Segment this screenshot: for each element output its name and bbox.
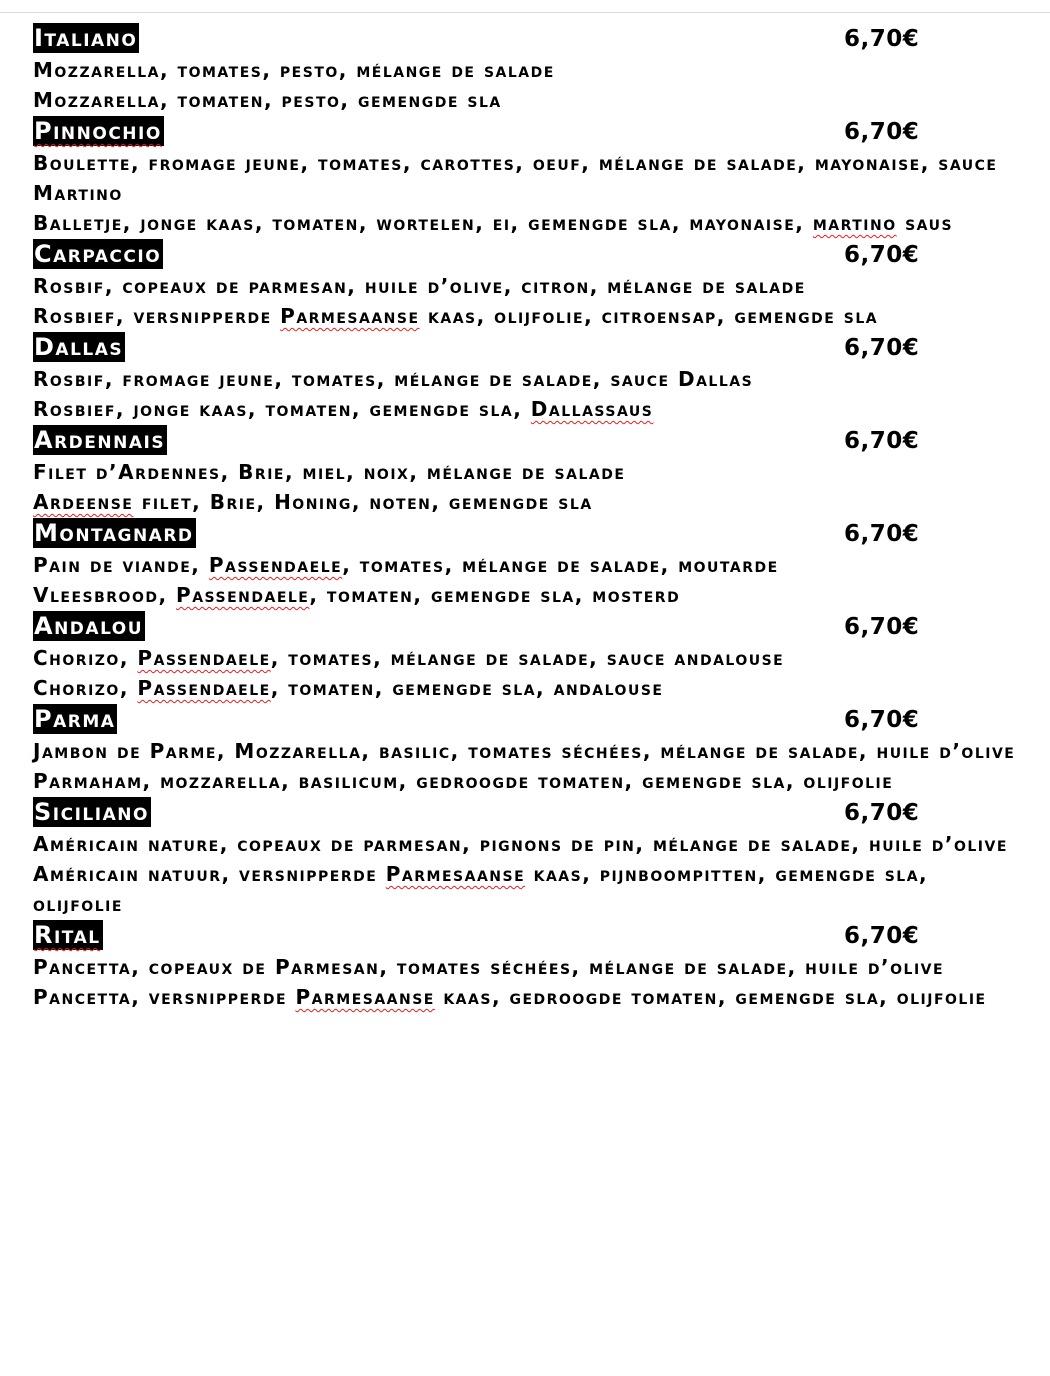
menu-item-ardennais — [33, 424, 1033, 517]
item-name: Carpaccio — [34, 240, 162, 268]
description-nl: Chorizo, Passendaele, tomaten, gemengde sla, andalouse — [33, 676, 664, 700]
item-price: 6,70€ — [844, 119, 920, 145]
item-name: Siciliano — [34, 798, 149, 826]
menu-item-dallas — [33, 331, 1033, 424]
sandwich-menu — [33, 22, 1033, 1012]
menu-item-pinnochio — [33, 115, 1033, 238]
description-fr: Jambon de Parme, Mozzarella, basilic, tomates séchées, mélange de salade, huile d’olive — [33, 739, 1016, 763]
description-fr: Chorizo, Passendaele, tomates, mélange de salade, sauce andalouse — [33, 646, 785, 670]
description-fr: Pancetta, copeaux de Parmesan, tomates séchées, mélange de salade, huile d’olive — [33, 955, 945, 979]
item-price: 6,70€ — [844, 521, 920, 547]
description-fr: Mozzarella, tomates, pesto, mélange de salade — [33, 58, 555, 82]
description-nl: Mozzarella, tomaten, pesto, gemengde sla — [33, 88, 502, 112]
description-nl: Ardeense filet, Brie, Honing, noten, gemengde sla — [33, 490, 593, 514]
menu-item-carpaccio — [33, 238, 1033, 331]
item-price: 6,70€ — [844, 242, 920, 268]
item-name: Pinnochio — [34, 117, 162, 145]
item-price: 6,70€ — [844, 26, 920, 52]
description-fr: Américain nature, copeaux de parmesan, pignons de pin, mélange de salade, huile d’olive — [33, 832, 1008, 856]
item-price: 6,70€ — [844, 428, 920, 454]
menu-item-rital — [33, 919, 1033, 1012]
description-nl: Vleesbrood, Passendaele, tomaten, gemengde sla, mosterd — [33, 583, 681, 607]
description-nl: Rosbief, jonge kaas, tomaten, gemengde sla, Dallassaus — [33, 397, 654, 421]
item-name: Andalou — [34, 612, 144, 640]
description-fr: Rosbif, copeaux de parmesan, huile d’olive, citron, mélange de salade — [33, 274, 806, 298]
description-nl: Rosbief, versnipperde Parmesaanse kaas, olijfolie, citroensap, gemengde sla — [33, 304, 879, 328]
item-name: Italiano — [34, 24, 138, 52]
menu-item-parma — [33, 703, 1033, 796]
item-price: 6,70€ — [844, 614, 920, 640]
menu-item-andalou — [33, 610, 1033, 703]
item-name: Rital — [34, 921, 101, 949]
item-name: Dallas — [34, 333, 124, 361]
item-price: 6,70€ — [844, 800, 920, 826]
menu-item-montagnard — [33, 517, 1033, 610]
description-nl: Parmaham, mozzarella, basilicum, gedroogde tomaten, gemengde sla, olijfolie — [33, 769, 894, 793]
item-price: 6,70€ — [844, 707, 920, 733]
top-divider — [0, 12, 1050, 13]
description-fr: Pain de viande, Passendaele, tomates, mélange de salade, moutarde — [33, 553, 779, 577]
item-price: 6,70€ — [844, 923, 920, 949]
description-nl: Balletje, jonge kaas, tomaten, wortelen, ei, gemengde sla, mayonaise, martino saus — [33, 211, 954, 235]
item-name: Montagnard — [34, 519, 194, 547]
description-fr: Filet d’Ardennes, Brie, miel, noix, mélange de salade — [33, 460, 626, 484]
item-price: 6,70€ — [844, 335, 920, 361]
item-name: Ardennais — [34, 426, 166, 454]
description-nl: Pancetta, versnipperde Parmesaanse kaas, gedroogde tomaten, gemengde sla, olijfolie — [33, 985, 987, 1009]
menu-item-italiano — [33, 22, 1033, 115]
item-name: Parma — [34, 705, 116, 733]
menu-item-siciliano — [33, 796, 1033, 919]
description-nl: Américain natuur, versnipperde Parmesaanse kaas, pijnboompitten, gemengde sla, olijfolie — [33, 862, 929, 916]
description-fr: Boulette, fromage jeune, tomates, carottes, oeuf, mélange de salade, mayonaise, sauce Martino — [33, 151, 998, 205]
description-fr: Rosbif, fromage jeune, tomates, mélange de salade, sauce Dallas — [33, 367, 754, 391]
